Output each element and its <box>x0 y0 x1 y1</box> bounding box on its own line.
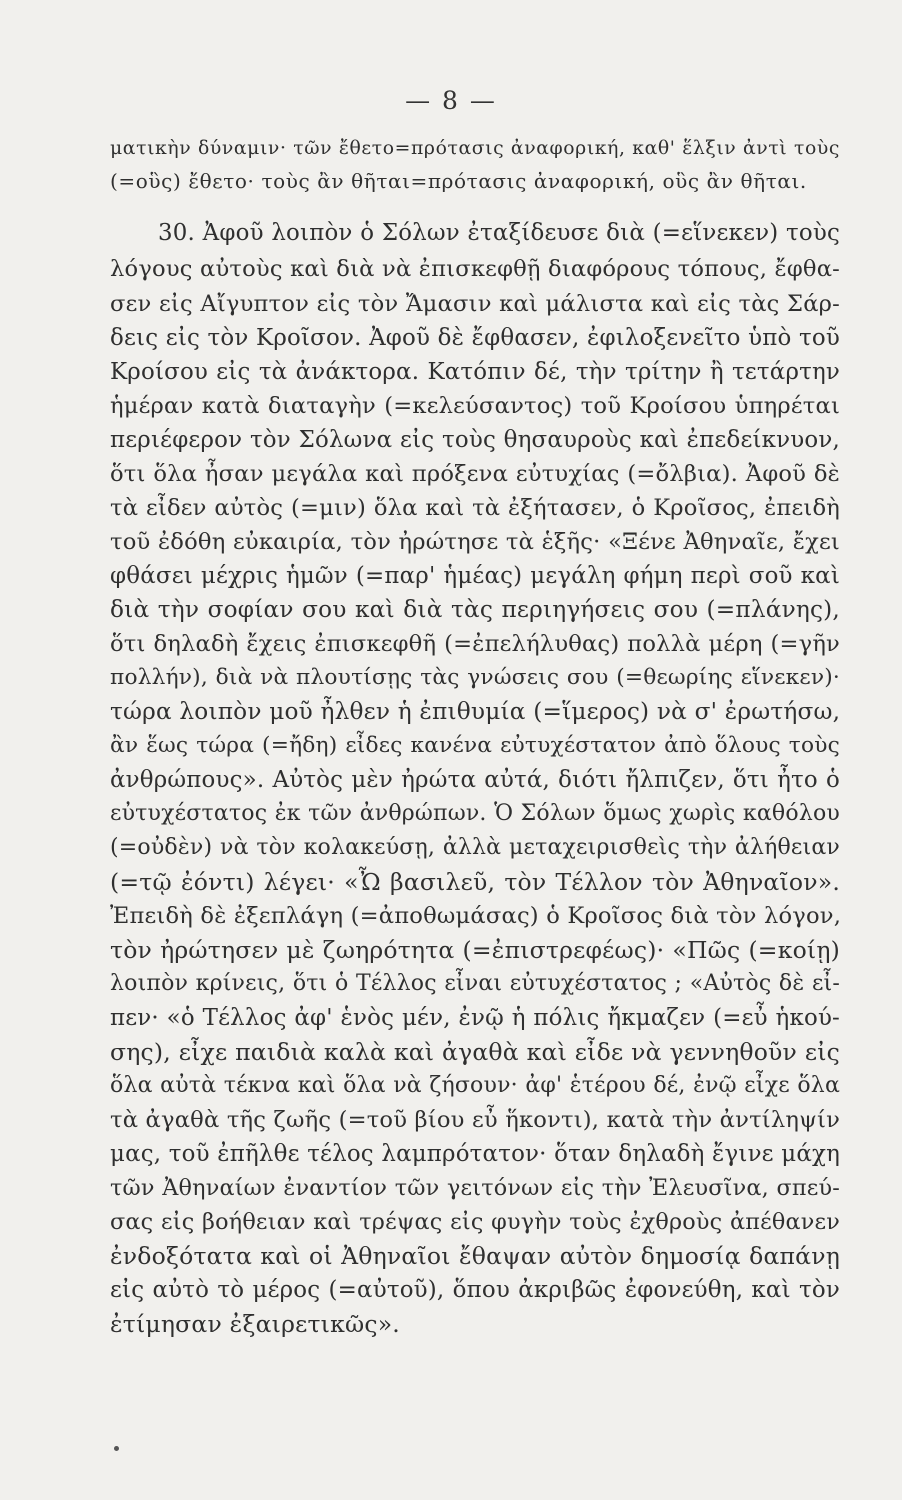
text-line: Κροίσου εἰς τὰ ἀνάκτορα. Κατόπιν δέ, τὴν τρίτην ἢ τετάρτην <box>110 359 840 385</box>
text-line: διὰ τὴν σοφίαν σου καὶ διὰ τὰς περιηγήσεις σου (=πλάνης), <box>110 596 840 623</box>
text-line: ἐνδοξότατα καὶ οἱ Ἀθηναῖοι ἔθαψαν αὐτὸν δημοσίᾳ δαπάνῃ <box>110 1242 840 1270</box>
text-line: εἰς αὐτὸ τὸ μέρος (=αὐτοῦ), ὅπου ἀκριβῶς ἐφονεύθη, καὶ τὸν <box>110 1277 840 1303</box>
text-line: (=οὐδὲν) νὰ τὸν κολακεύσῃ, ἀλλὰ μεταχειρισθεὶς τὴν ἀλήθειαν <box>110 835 840 860</box>
text-line: τῶν Ἀθηναίων ἐναντίον τῶν γειτόνων εἰς τὴν Ἐλευσῖνα, σπεύ- <box>110 1175 840 1201</box>
text-line: τοῦ ἐδόθη εὐκαιρία, τὸν ἠρώτησε τὰ ἑξῆς· «Ξένε Ἀθηναῖε, ἔχει <box>110 529 840 555</box>
text-line: τὰ εἶδεν αὐτὸς (=μιν) ὅλα καὶ τὰ ἐξήτασεν, ὁ Κροῖσος, ἐπειδὴ <box>110 495 840 521</box>
text-line: πολλήν), διὰ νὰ πλουτίσῃς τὰς γνώσεις σου (=θεωρίης εἵνεκεν)· <box>110 665 840 690</box>
text-line: τὸν ἠρώτησεν μὲ ζωηρότητα (=ἐπιστρεφέως)· «Πῶς (=κοίῃ) <box>110 936 840 964</box>
text-line: λόγους αὐτοὺς καὶ διὰ νὰ ἐπισκεφθῇ διαφόρους τόπους, ἔφθα- <box>110 256 840 282</box>
text-line: ὅτι δηλαδὴ ἔχεις ἐπισκεφθῆ (=ἐπελήλυθας) πολλὰ μέρη (=γῆν <box>110 631 840 657</box>
text-line: ὅτι ὅλα ἦσαν μεγάλα καὶ πρόξενα εὐτυχίας (=ὄλβια). Ἀφοῦ δὲ <box>110 461 840 487</box>
text-line: Ἐπειδὴ δὲ ἐξεπλάγη (=ἀποθωμάσας) ὁ Κροῖσος διὰ τὸν λόγον, <box>110 903 842 929</box>
text-line: εὐτυχέστατος ἐκ τῶν ἀνθρώπων. Ὁ Σόλων ὅμως χωρὶς καθόλου <box>110 801 840 826</box>
page-number: — 8 — <box>405 86 497 115</box>
text-line: τὰ ἀγαθὰ τῆς ζωῆς (=τοῦ βίου εὖ ἥκοντι), κατὰ τὴν ἀντίληψίν <box>110 1107 840 1133</box>
text-line: σας εἰς βοήθειαν καὶ τρέψας εἰς φυγὴν τοὺς ἐχθροὺς ἀπέθανεν <box>110 1209 840 1235</box>
text-line: ἐτίμησαν ἐξαιρετικῶς». <box>110 1310 400 1338</box>
text-line: ἡμέραν κατὰ διαταγὴν (=κελεύσαντος) τοῦ Κροίσου ὑπηρέται <box>110 393 840 419</box>
text-line: φθάσει μέχρις ἡμῶν (=παρ' ἡμέας) μεγάλη φήμη περὶ σοῦ καὶ <box>110 563 840 589</box>
ink-speck <box>114 1446 119 1451</box>
text-line: μας, τοῦ ἐπῆλθε τέλος λαμπρότατον· ὅταν δηλαδὴ ἔγινε μάχη <box>110 1141 840 1167</box>
text-line: (=οὓς) ἔθετο· τοὺς ἂν θῆται=πρότασις ἀναφορική, οὓς ἂν θῆται. <box>110 169 807 193</box>
text-line: σης), εἶχε παιδιὰ καλὰ καὶ ἀγαθὰ καὶ εἶδε νὰ γεννηθοῦν εἰς <box>110 1038 840 1066</box>
text-line: πεν· «ὁ Τέλλος ἀφ' ἑνὸς μέν, ἐνῷ ἡ πόλις ἤκμαζεν (=εὖ ἡκού- <box>110 1005 840 1031</box>
text-line: (=τῷ ἐόντι) λέγει· «Ὦ βασιλεῦ, τὸν Τέλλον τὸν Ἀθηναῖον». <box>110 868 840 896</box>
text-line: ἀνθρώπους». Αὐτὸς μὲν ἠρώτα αὐτά, διότι ἤλπιζεν, ὅτι ἦτο ὁ <box>110 767 840 793</box>
text-line: λοιπὸν κρίνεις, ὅτι ὁ Τέλλος εἶναι εὐτυχέστατος ; «Αὐτὸς δὲ εἶ- <box>110 971 840 996</box>
text-line: ματικὴν δύναμιν· τῶν ἔθετο=πρότασις ἀναφορική, καθ' ἕλξιν ἀντὶ τοὺς <box>110 138 840 159</box>
text-line: τώρα λοιπὸν μοῦ ἦλθεν ἡ ἐπιθυμία (=ἵμερος) νὰ σ' ἐρωτήσω, <box>110 698 841 725</box>
text-line: ὅλα αὐτὰ τέκνα καὶ ὅλα νὰ ζήσουν· ἀφ' ἑτέρου δέ, ἐνῷ εἶχε ὅλα <box>110 1073 840 1098</box>
text-line: ἂν ἕως τώρα (=ἤδη) εἶδες κανένα εὐτυχέστατον ἀπὸ ὅλους τοὺς <box>110 733 840 758</box>
text-line: δεις εἰς τὸν Κροῖσον. Ἀφοῦ δὲ ἔφθασεν, ἐφιλοξενεῖτο ὑπὸ τοῦ <box>110 325 840 351</box>
text-line: περιέφερον τὸν Σόλωνα εἰς τοὺς θησαυροὺς καὶ ἐπεδείκνυον, <box>110 427 840 453</box>
text-line: σεν εἰς Αἴγυπτον εἰς τὸν Ἄμασιν καὶ μάλιστα καὶ εἰς τὰς Σάρ- <box>110 291 840 317</box>
text-line: 30. Ἀφοῦ λοιπὸν ὁ Σόλων ἐταξίδευσε διὰ (=εἵνεκεν) τοὺς <box>158 220 840 246</box>
